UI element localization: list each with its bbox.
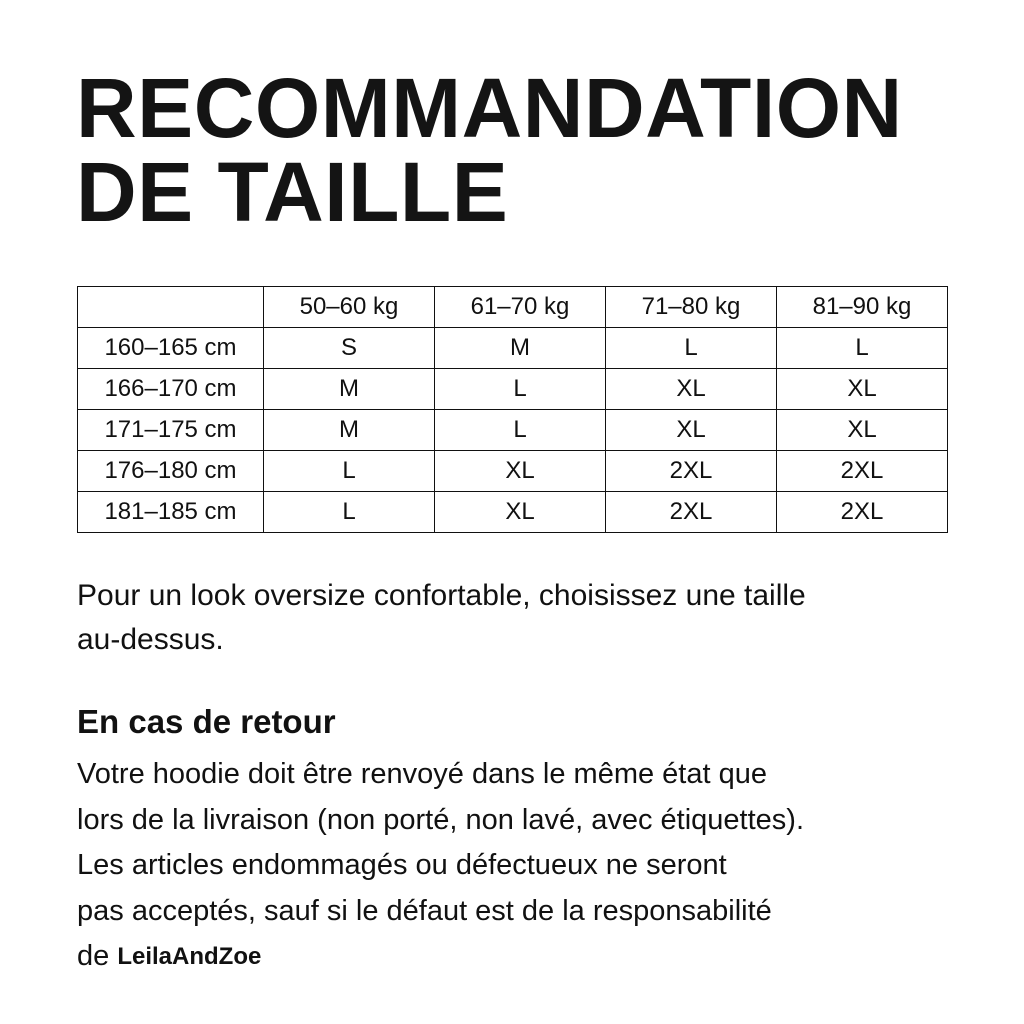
page-title	[76, 61, 976, 239]
size-cell: XL	[435, 451, 606, 492]
table-row	[78, 451, 948, 492]
returns-line: Votre hoodie doit être renvoyé dans le même état que	[77, 758, 767, 790]
size-cell: XL	[606, 369, 777, 410]
size-cell: S	[264, 328, 435, 369]
size-cell: XL	[606, 410, 777, 451]
brand-name: LeilaAndZoe	[117, 943, 262, 970]
size-cell: M	[264, 410, 435, 451]
height-cell: 181–185 cm	[78, 492, 264, 533]
returns-line: Les articles endommagés ou défectueux ne seront	[77, 849, 727, 881]
weight-header-cell: 71–80 kg	[606, 287, 777, 328]
height-cell: 166–170 cm	[78, 369, 264, 410]
table-corner-cell	[78, 287, 264, 328]
table-header-row	[78, 287, 948, 328]
returns-line: pas acceptés, sauf si le défaut est de la responsabilité	[77, 894, 772, 927]
returns-heading: En cas de retour	[77, 703, 336, 740]
height-cell: 160–165 cm	[78, 328, 264, 369]
size-cell: 2XL	[606, 451, 777, 492]
size-cell: XL	[777, 410, 948, 451]
size-cell: 2XL	[777, 451, 948, 492]
size-cell: L	[264, 451, 435, 492]
returns-line: lors de la livraison (non porté, non lavé, avec étiquettes).	[77, 803, 805, 836]
size-cell: L	[435, 369, 606, 410]
size-cell: L	[435, 410, 606, 451]
size-cell: 2XL	[606, 492, 777, 533]
weight-header-cell: 61–70 kg	[435, 287, 606, 328]
returns-policy-text	[77, 752, 977, 980]
size-cell: M	[264, 369, 435, 410]
size-cell: 2XL	[777, 492, 948, 533]
weight-header-cell: 81–90 kg	[777, 287, 948, 328]
height-cell: 171–175 cm	[78, 410, 264, 451]
table-row	[78, 492, 948, 533]
size-cell: XL	[777, 369, 948, 410]
oversize-tip-line-1: Pour un look oversize confortable, choisissez une taille	[77, 579, 806, 612]
table-row	[78, 328, 948, 369]
page-title-line-1: RECOMMANDATION	[76, 61, 903, 155]
table-row	[78, 410, 948, 451]
oversize-tip-line-2: au-dessus.	[77, 623, 224, 656]
size-cell: XL	[435, 492, 606, 533]
page-title-line-2: DE TAILLE	[76, 145, 509, 239]
size-cell: L	[606, 328, 777, 369]
table-row	[78, 369, 948, 410]
size-cell: L	[264, 492, 435, 533]
size-cell: M	[435, 328, 606, 369]
returns-last-prefix: de	[77, 940, 110, 972]
height-cell: 176–180 cm	[78, 451, 264, 492]
returns-last-line	[77, 934, 977, 980]
size-chart-table	[77, 286, 948, 533]
oversize-tip	[77, 574, 977, 662]
weight-header-cell: 50–60 kg	[264, 287, 435, 328]
size-cell: L	[777, 328, 948, 369]
